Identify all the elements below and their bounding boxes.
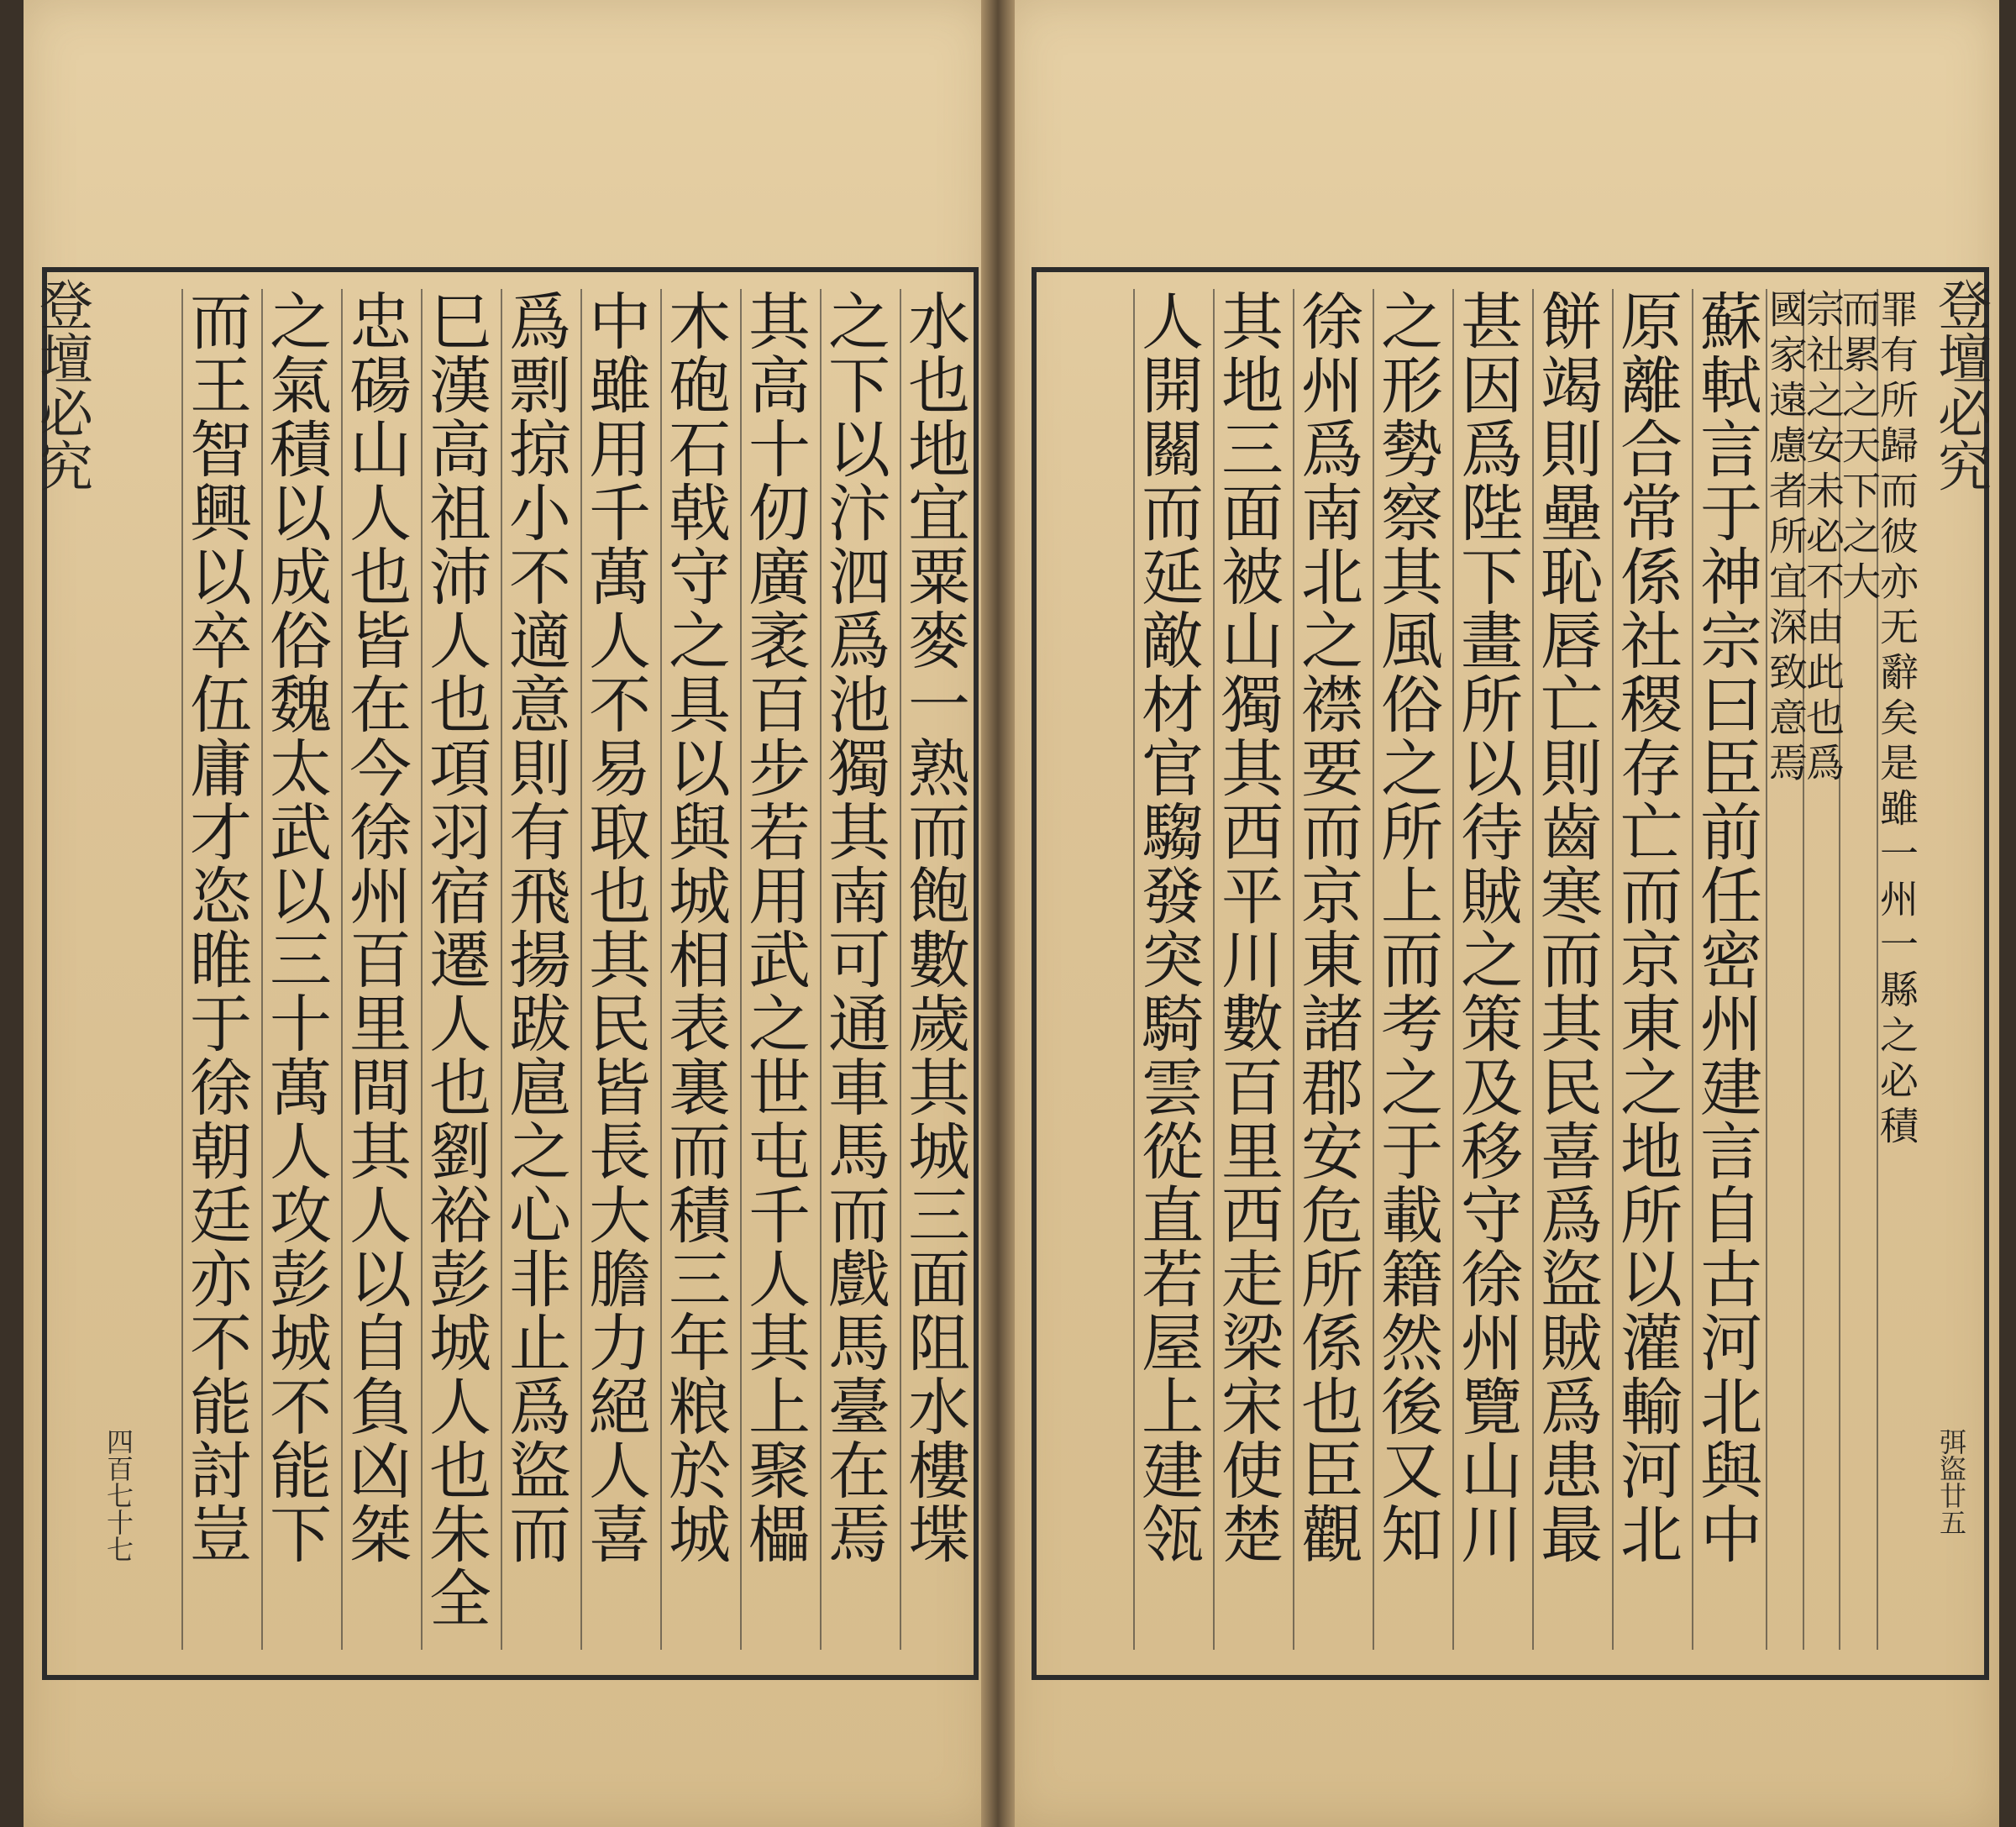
- text-column: 之下以汴泗爲池獨其南可通車馬而戲馬臺在焉: [820, 289, 887, 1650]
- text-column: 之形勢察其風俗之所上而考之于載籍然後又知: [1373, 289, 1440, 1650]
- text-column: 甚因爲陛下畫所以待賊之策及移守徐州覽山川: [1452, 289, 1520, 1650]
- text-column: 巳漢高祖沛人也項羽宿遷人也劉裕彭城人也朱全: [421, 289, 488, 1650]
- text-column: 其地三面被山獨其西平川數百里西走梁宋使楚: [1213, 289, 1280, 1650]
- margin-title: 登壇必究: [30, 277, 92, 492]
- text-column: 徐州爲南北之襟要而京東諸郡安危所係也臣觀: [1293, 289, 1360, 1650]
- text-column: 而王智興以卒伍庸才恣睢于徐朝廷亦不能討豈: [181, 289, 249, 1650]
- text-column: 爲剽掠小不適意則有飛揚跋扈之心非止爲盜而: [501, 289, 568, 1650]
- annotation-column: 國家遠慮者所宜深致意焉: [1766, 289, 1804, 1650]
- text-column: 之氣積以成俗魏太武以三十萬人攻彭城不能下: [261, 289, 328, 1650]
- text-column: 蘇軾言于神宗曰臣前任密州建言自古河北與中: [1692, 289, 1759, 1650]
- margin-title: 登壇必究: [1929, 277, 1991, 492]
- right-text-frame: [1032, 267, 1989, 1680]
- text-column: 餅竭則壘恥唇亡則齒寒而其民喜爲盜賊爲患最: [1532, 289, 1599, 1650]
- annotation-column: 罪有所歸而彼亦无辭矣是雖一州一縣之必積: [1877, 289, 1915, 1650]
- text-column: 人開關而延敵材官騶發突騎雲從直若屋上建瓴: [1133, 289, 1200, 1650]
- text-column: 原離合常係社稷存亡而京東之地所以灌輸河北: [1612, 289, 1679, 1650]
- text-column: 忠碭山人也皆在今徐州百里間其人以自負凶桀: [341, 289, 408, 1650]
- leaf-number: 弭盜廿五: [1935, 1428, 1967, 1536]
- text-column: 水也地宜粟麥一熟而飽數歲其城三面阻水樓堞: [900, 289, 967, 1650]
- leaf-number: 四百七十七: [102, 1428, 134, 1562]
- text-column: 中雖用千萬人不易取也其民皆長大膽力絕人喜: [580, 289, 648, 1650]
- left-margin-title: [30, 277, 97, 1672]
- left-text-frame: [42, 267, 979, 1680]
- book-gutter: [981, 0, 1015, 1827]
- annotation-column: 而累之天下之大: [1839, 289, 1877, 1650]
- annotation-column: 宗社之安未必不由此也爲: [1803, 289, 1841, 1650]
- text-column: 其高十仞廣袤百步若用武之世屯千人其上聚櫑: [740, 289, 807, 1650]
- text-column: 木砲石戟守之具以與城相表裏而積三年粮於城: [660, 289, 727, 1650]
